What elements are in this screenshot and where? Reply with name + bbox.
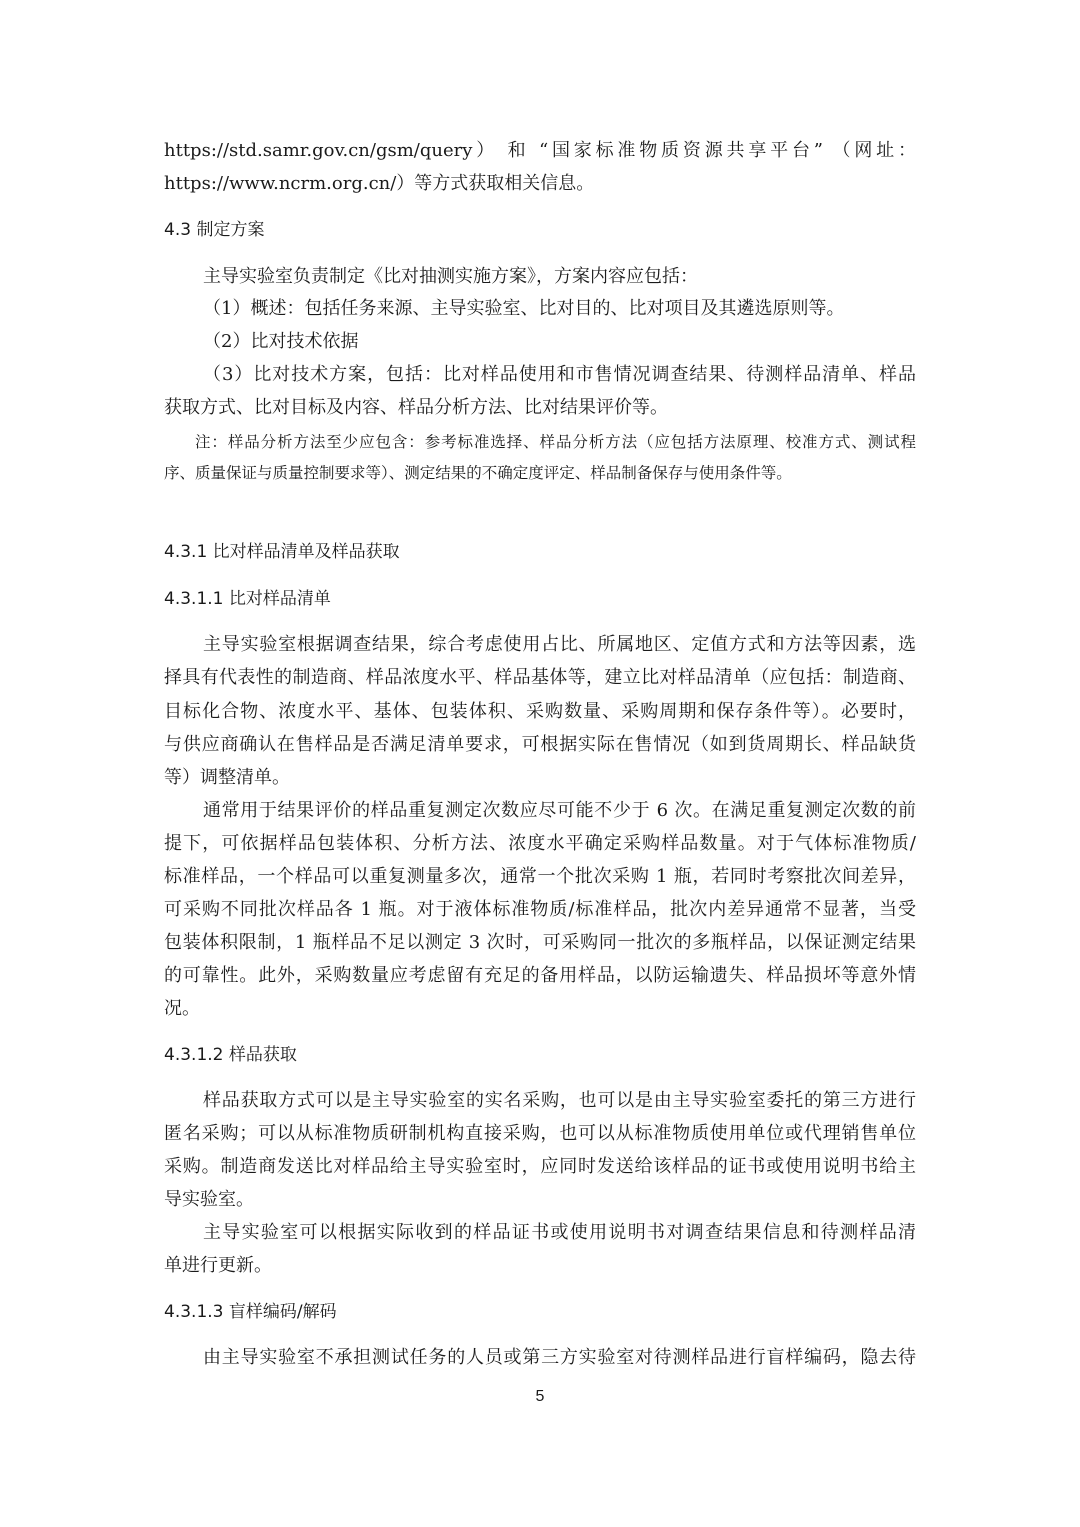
- list-item-2: （2）比对技术依据: [203, 331, 359, 352]
- section-4-3-paragraph: 主导实验室负责制定《比对抽测实施方案》，方案内容应包括：: [203, 266, 698, 287]
- page-number: 5: [535, 1388, 545, 1405]
- section-4-3-1-2-heading: 4.3.1.2 样品获取: [164, 1045, 297, 1065]
- paragraph-line: 况。: [164, 998, 200, 1019]
- section-4-3-heading: 4.3 制定方案: [164, 220, 265, 240]
- note-line-2: 序、质量保证与质量控制要求等）、测定结果的不确定度评定、样品制备保存与使用条件等。: [164, 464, 792, 482]
- paragraph-line: 与供应商确认在售样品是否满足清单要求，可根据实际在售情况（如到货周期长、样品缺货: [164, 734, 916, 755]
- paragraph-line: 可采购不同批次样品各 1 瓶。对于液体标准物质/标准样品，批次内差异通常不显著，当受: [164, 899, 916, 920]
- paragraph-line: 提下，可依据样品包装体积、分析方法、浓度水平确定采购样品数量。对于气体标准物质/: [164, 833, 916, 854]
- intro-line-2: https://www.ncrm.org.cn/）等方式获取相关信息。: [164, 173, 595, 194]
- paragraph-line: 样品获取方式可以是主导实验室的实名采购，也可以是由主导实验室委托的第三方进行: [203, 1090, 916, 1111]
- list-item-3-line-1: （3）比对技术方案，包括：比对样品使用和市售情况调查结果、待测样品清单、样品: [203, 364, 916, 385]
- paragraph-line: 单进行更新。: [164, 1255, 272, 1276]
- paragraph-line: 等）调整清单。: [164, 767, 290, 788]
- paragraph-line: 导实验室。: [164, 1189, 254, 1210]
- list-item-1: （1）概述：包括任务来源、主导实验室、比对目的、比对项目及其遴选原则等。: [203, 298, 845, 319]
- section-4-3-1-3-heading: 4.3.1.3 盲样编码/解码: [164, 1302, 337, 1322]
- intro-line-1: https://std.samr.gov.cn/gsm/query） 和 “国家标准物质资源共享平台” （网址：: [164, 140, 916, 161]
- note-line-1: 注：样品分析方法至少应包含：参考标准选择、样品分析方法（应包括方法原理、校准方式、测试程: [195, 433, 916, 451]
- paragraph-line: 的可靠性。此外，采购数量应考虑留有充足的备用样品，以防运输遗失、样品损坏等意外情: [164, 965, 916, 986]
- paragraph-line: 包装体积限制，1 瓶样品不足以测定 3 次时，可采购同一批次的多瓶样品，以保证测定结果: [164, 932, 916, 953]
- paragraph-line: 目标化合物、浓度水平、基体、包装体积、采购数量、采购周期和保存条件等）。必要时，: [164, 701, 916, 722]
- paragraph-line: 标准样品，一个样品可以重复测量多次，通常一个批次采购 1 瓶，若同时考察批次间差异，: [164, 866, 916, 887]
- list-item-3-line-2: 获取方式、比对目标及内容、样品分析方法、比对结果评价等。: [164, 397, 668, 418]
- paragraph-line: 主导实验室根据调查结果，综合考虑使用占比、所属地区、定值方式和方法等因素，选: [203, 634, 916, 655]
- section-4-3-1-1-heading: 4.3.1.1 比对样品清单: [164, 589, 331, 609]
- paragraph-line: 择具有代表性的制造商、样品浓度水平、样品基体等，建立比对样品清单（应包括：制造商、: [164, 667, 916, 688]
- paragraph-line: 由主导实验室不承担测试任务的人员或第三方实验室对待测样品进行盲样编码，隐去待: [203, 1347, 916, 1368]
- section-4-3-1-heading: 4.3.1 比对样品清单及样品获取: [164, 542, 400, 562]
- paragraph-line: 通常用于结果评价的样品重复测定次数应尽可能不少于 6 次。在满足重复测定次数的前: [203, 800, 916, 821]
- paragraph-line: 采购。制造商发送比对样品给主导实验室时，应同时发送给该样品的证书或使用说明书给主: [164, 1156, 916, 1177]
- paragraph-line: 主导实验室可以根据实际收到的样品证书或使用说明书对调查结果信息和待测样品清: [203, 1222, 916, 1243]
- paragraph-line: 匿名采购；可以从标准物质研制机构直接采购，也可以从标准物质使用单位或代理销售单位: [164, 1123, 916, 1144]
